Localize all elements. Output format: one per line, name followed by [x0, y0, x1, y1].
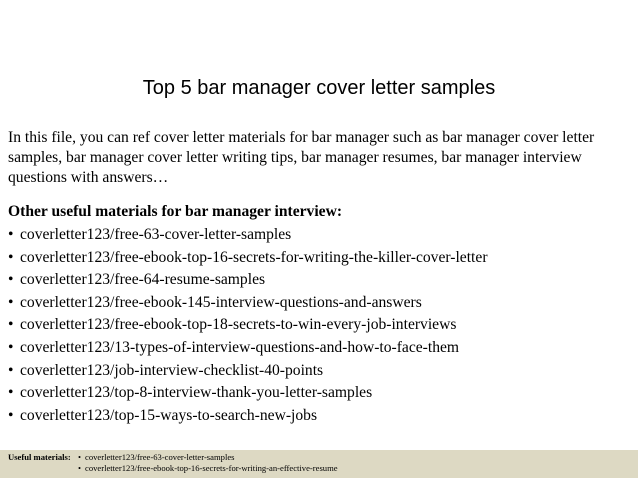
bullet-icon: •: [8, 384, 14, 402]
intro-paragraph: In this file, you can ref cover letter materials for bar manager such as bar manager cover letter samples, bar manager cover letter writing tips, bar manager resumes, bar manager interview questions with answers…: [8, 129, 595, 186]
footer-list-item[interactable]: [78, 463, 338, 474]
bullet-icon: •: [78, 463, 82, 473]
footer-bar: [0, 450, 638, 478]
list-item[interactable]: [8, 405, 488, 428]
materials-heading: Other useful materials for bar manager interview:: [8, 203, 343, 220]
footer-label: Useful materials:: [8, 452, 71, 462]
page-title: Top 5 bar manager cover letter samples: [142, 77, 496, 99]
list-item[interactable]: [8, 314, 488, 337]
list-item[interactable]: [8, 269, 488, 292]
material-link[interactable]: coverletter123/top-8-interview-thank-you-letter-samples: [20, 384, 373, 402]
bullet-icon: •: [8, 361, 14, 379]
bullet-icon: •: [8, 406, 14, 424]
footer-link[interactable]: coverletter123/free-ebook-top-16-secrets-for-writing-an-effective-resume: [85, 463, 338, 473]
material-link[interactable]: coverletter123/13-types-of-interview-questions-and-how-to-face-them: [20, 338, 460, 356]
material-link[interactable]: coverletter123/free-ebook-145-interview-questions-and-answers: [20, 293, 422, 311]
bullet-icon: •: [8, 226, 14, 243]
material-link[interactable]: coverletter123/free-ebook-top-16-secrets-for-writing-the-killer-cover-letter: [20, 248, 488, 266]
bullet-icon: •: [8, 248, 14, 266]
bullet-icon: •: [8, 338, 14, 356]
footer-link[interactable]: coverletter123/free-63-cover-letter-samples: [85, 452, 235, 462]
footer-list-item[interactable]: [78, 452, 338, 463]
list-item[interactable]: [8, 360, 488, 383]
list-item[interactable]: [8, 224, 488, 247]
material-link[interactable]: coverletter123/top-15-ways-to-search-new-jobs: [20, 406, 318, 424]
materials-list: [8, 224, 488, 427]
bullet-icon: •: [8, 316, 14, 334]
material-link[interactable]: coverletter123/job-interview-checklist-40-points: [20, 361, 324, 379]
list-item[interactable]: [8, 337, 488, 360]
material-link[interactable]: coverletter123/free-64-resume-samples: [20, 271, 266, 289]
bullet-icon: •: [8, 271, 14, 289]
list-item[interactable]: [8, 247, 488, 270]
list-item[interactable]: [8, 292, 488, 315]
bullet-icon: •: [8, 293, 14, 311]
material-link[interactable]: coverletter123/free-ebook-top-18-secrets-to-win-every-job-interviews: [20, 316, 457, 334]
bullet-icon: •: [78, 452, 82, 462]
list-item[interactable]: [8, 382, 488, 405]
material-link[interactable]: coverletter123/free-63-cover-letter-samples: [20, 226, 292, 243]
footer-links: [78, 452, 338, 474]
